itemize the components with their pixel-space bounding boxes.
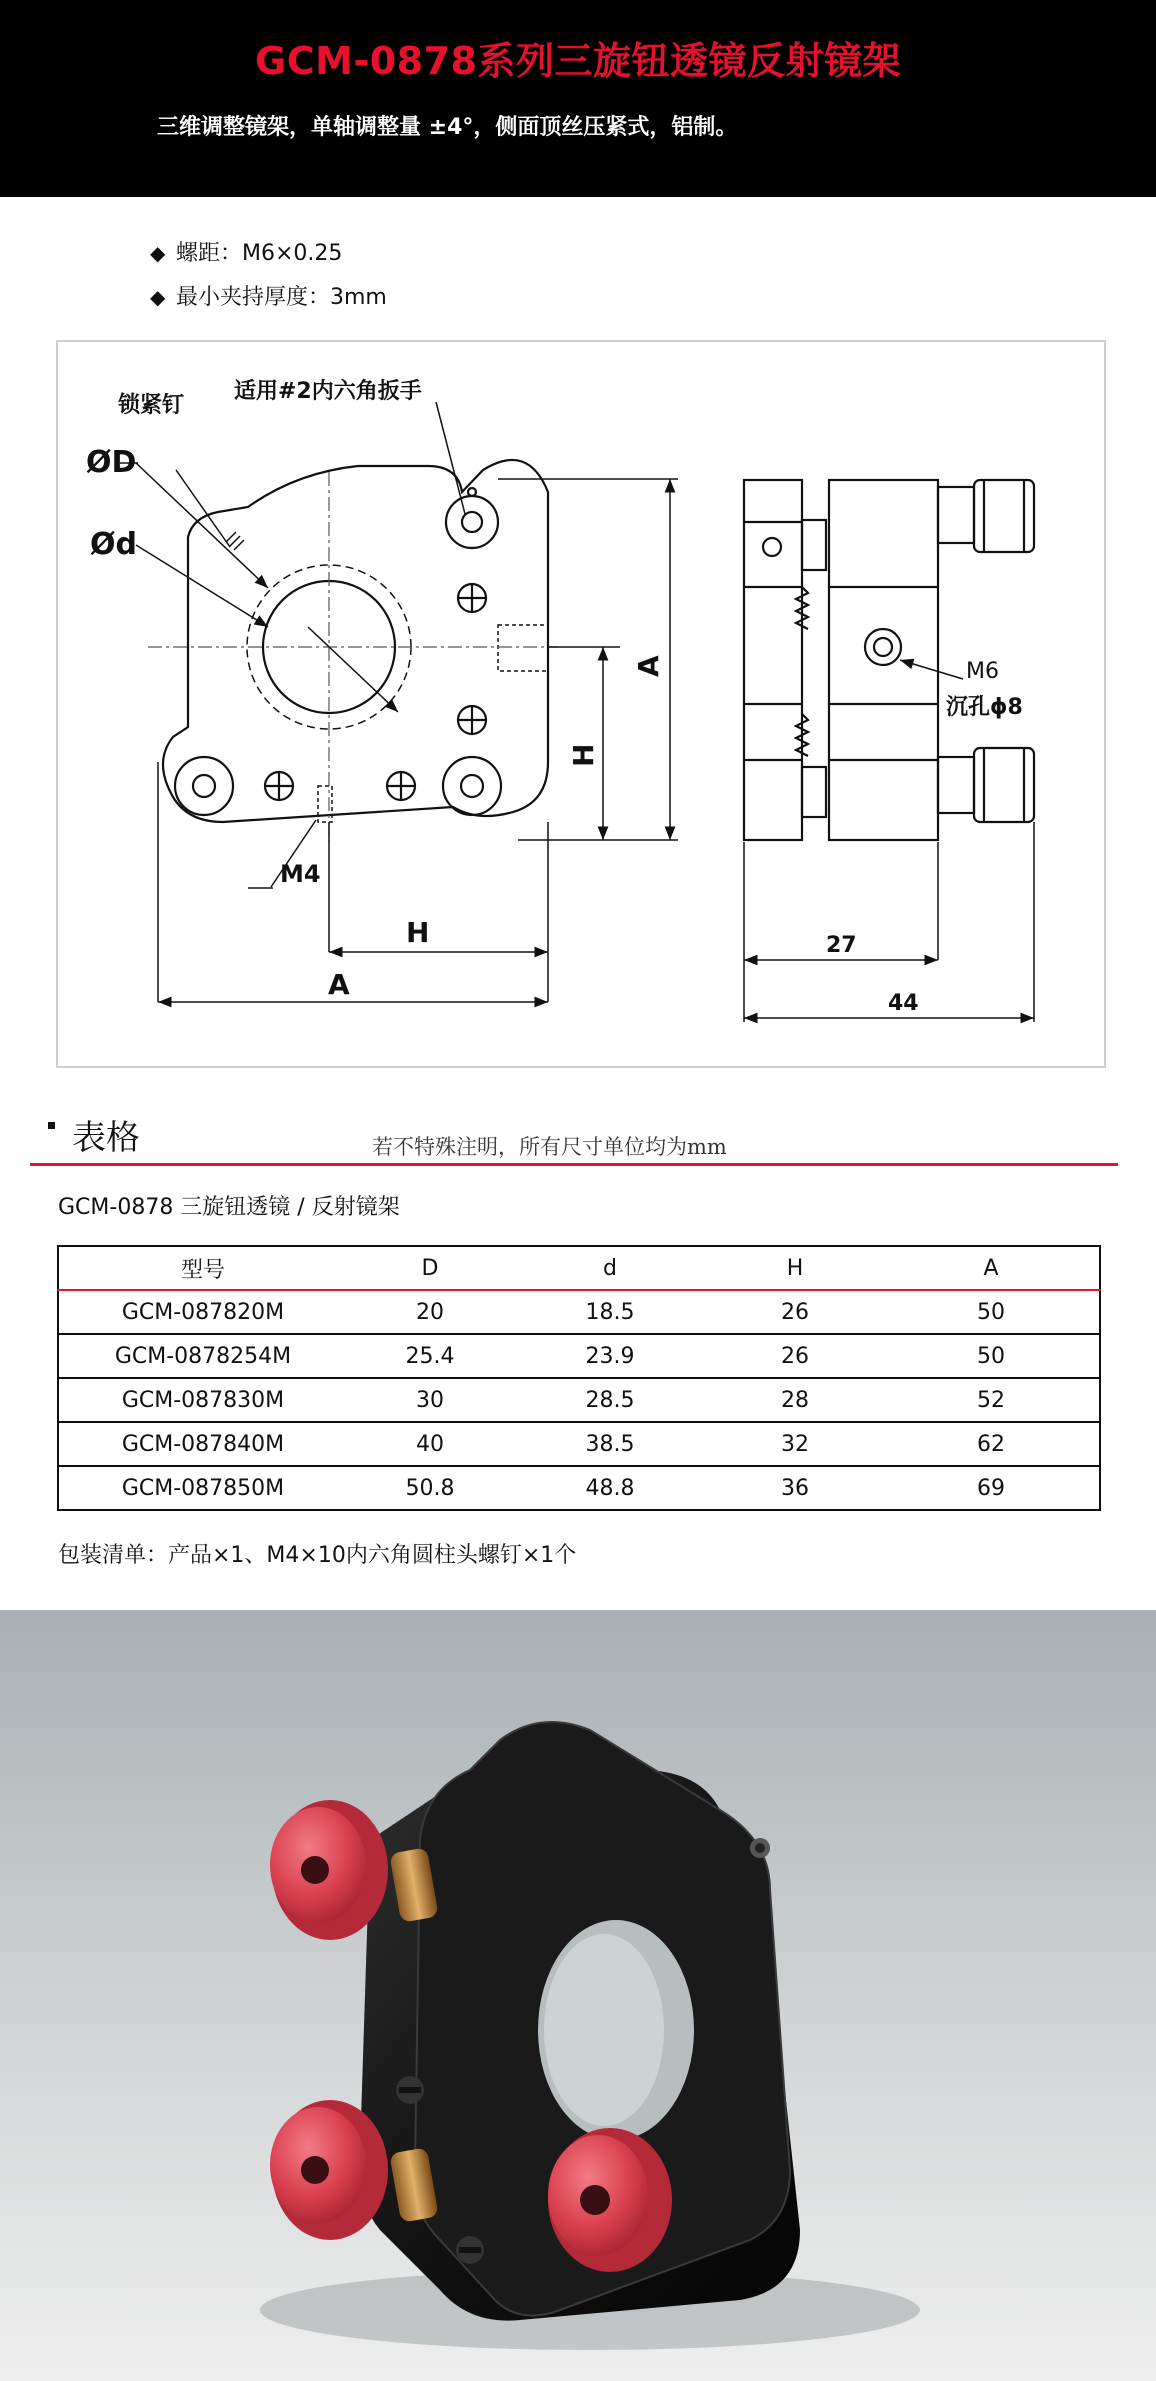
col-header-h: H	[707, 1246, 883, 1290]
cell-model: GCM-087850M	[121, 1475, 285, 1501]
cell-h: 28	[781, 1387, 809, 1413]
cell-d-inner: 18.5	[585, 1299, 635, 1325]
label-dim-44: 44	[888, 991, 919, 1016]
col-header-model: 型号	[58, 1246, 347, 1290]
spec-text: 最小夹持厚度：3mm	[176, 285, 387, 310]
label-lock-screw: 锁紧钉	[118, 393, 185, 418]
cell-d-inner: 28.5	[585, 1387, 635, 1413]
spec-item-thickness	[150, 280, 387, 311]
cell-a: 50	[977, 1343, 1005, 1369]
page-subtitle: 三维调整镜架，单轴调整量 ±4°，侧面顶丝压紧式，铝制。	[157, 115, 738, 140]
drawing-svg	[58, 342, 1104, 1066]
cell-d-inner: 23.9	[585, 1343, 635, 1369]
diamond-bullet-icon: ◆	[150, 241, 166, 265]
cell-a: 62	[977, 1431, 1005, 1457]
cell-model: GCM-0878254M	[114, 1343, 292, 1369]
cell-d-outer: 40	[416, 1431, 444, 1457]
label-dim-a-bottom: A	[328, 968, 350, 1001]
spec-table	[57, 1245, 1101, 1511]
header-banner	[0, 0, 1156, 197]
table-row	[58, 1334, 1100, 1378]
cell-h: 32	[781, 1431, 809, 1457]
cell-a: 69	[977, 1475, 1005, 1501]
drawing-labels	[86, 378, 1023, 1016]
table-row	[58, 1378, 1100, 1422]
table-row	[58, 1422, 1100, 1466]
label-m4: M4	[280, 860, 321, 888]
table-row	[58, 1290, 1100, 1334]
cell-model: GCM-087830M	[121, 1387, 285, 1413]
knob-icon	[270, 1800, 388, 1940]
knob-icon	[548, 2128, 672, 2272]
table-caption: GCM-0878 三旋钮透镜 / 反射镜架	[58, 1195, 400, 1220]
label-m6: M6	[966, 659, 999, 684]
spec-item-pitch	[150, 236, 342, 267]
dimension-lines	[120, 402, 678, 1002]
section-note: 若不特殊注明，所有尺寸单位均为mm	[372, 1135, 727, 1159]
cell-d-inner: 48.8	[585, 1475, 635, 1501]
section-bullet	[48, 1122, 55, 1129]
cell-a: 50	[977, 1299, 1005, 1325]
packing-list: 包装清单：产品×1、M4×10内六角圆柱头螺钉×1个	[58, 1543, 577, 1568]
cell-model: GCM-087840M	[121, 1431, 285, 1457]
label-inner-dia: Ød	[90, 527, 137, 562]
section-title: 表格	[72, 1118, 140, 1158]
section-divider	[30, 1163, 1118, 1166]
cell-h: 36	[781, 1475, 809, 1501]
label-wrench: 适用#2内六角扳手	[234, 379, 422, 404]
page-title: GCM-0878系列三旋钮透镜反射镜架	[255, 39, 901, 83]
label-dim-h-bottom: H	[406, 916, 430, 949]
product-illustration	[0, 1610, 1156, 2381]
cell-d-outer: 25.4	[405, 1343, 455, 1369]
table-header-row	[58, 1246, 1100, 1290]
label-dim-27: 27	[826, 933, 857, 958]
knob-icon	[270, 2100, 388, 2240]
label-dim-h-side: H	[567, 743, 600, 767]
cell-d-inner: 38.5	[585, 1431, 635, 1457]
technical-drawing	[56, 340, 1106, 1068]
label-outer-dia: ØD	[86, 445, 137, 480]
col-header-a: A	[883, 1246, 1100, 1290]
cell-h: 26	[781, 1343, 809, 1369]
cell-d-outer: 20	[416, 1299, 444, 1325]
cell-model: GCM-087820M	[121, 1299, 285, 1325]
table-row	[58, 1466, 1100, 1510]
cell-d-outer: 30	[416, 1387, 444, 1413]
label-counterbore: 沉孔ϕ8	[946, 695, 1023, 720]
front-view	[163, 460, 548, 822]
diamond-bullet-icon: ◆	[150, 285, 166, 309]
col-header-d-outer: D	[347, 1246, 513, 1290]
label-dim-a-side: A	[632, 655, 665, 677]
spec-text: 螺距：M6×0.25	[176, 241, 343, 266]
cell-h: 26	[781, 1299, 809, 1325]
cell-a: 52	[977, 1387, 1005, 1413]
col-header-d-inner: d	[513, 1246, 707, 1290]
cell-d-outer: 50.8	[405, 1475, 455, 1501]
product-photo	[0, 1610, 1156, 2381]
